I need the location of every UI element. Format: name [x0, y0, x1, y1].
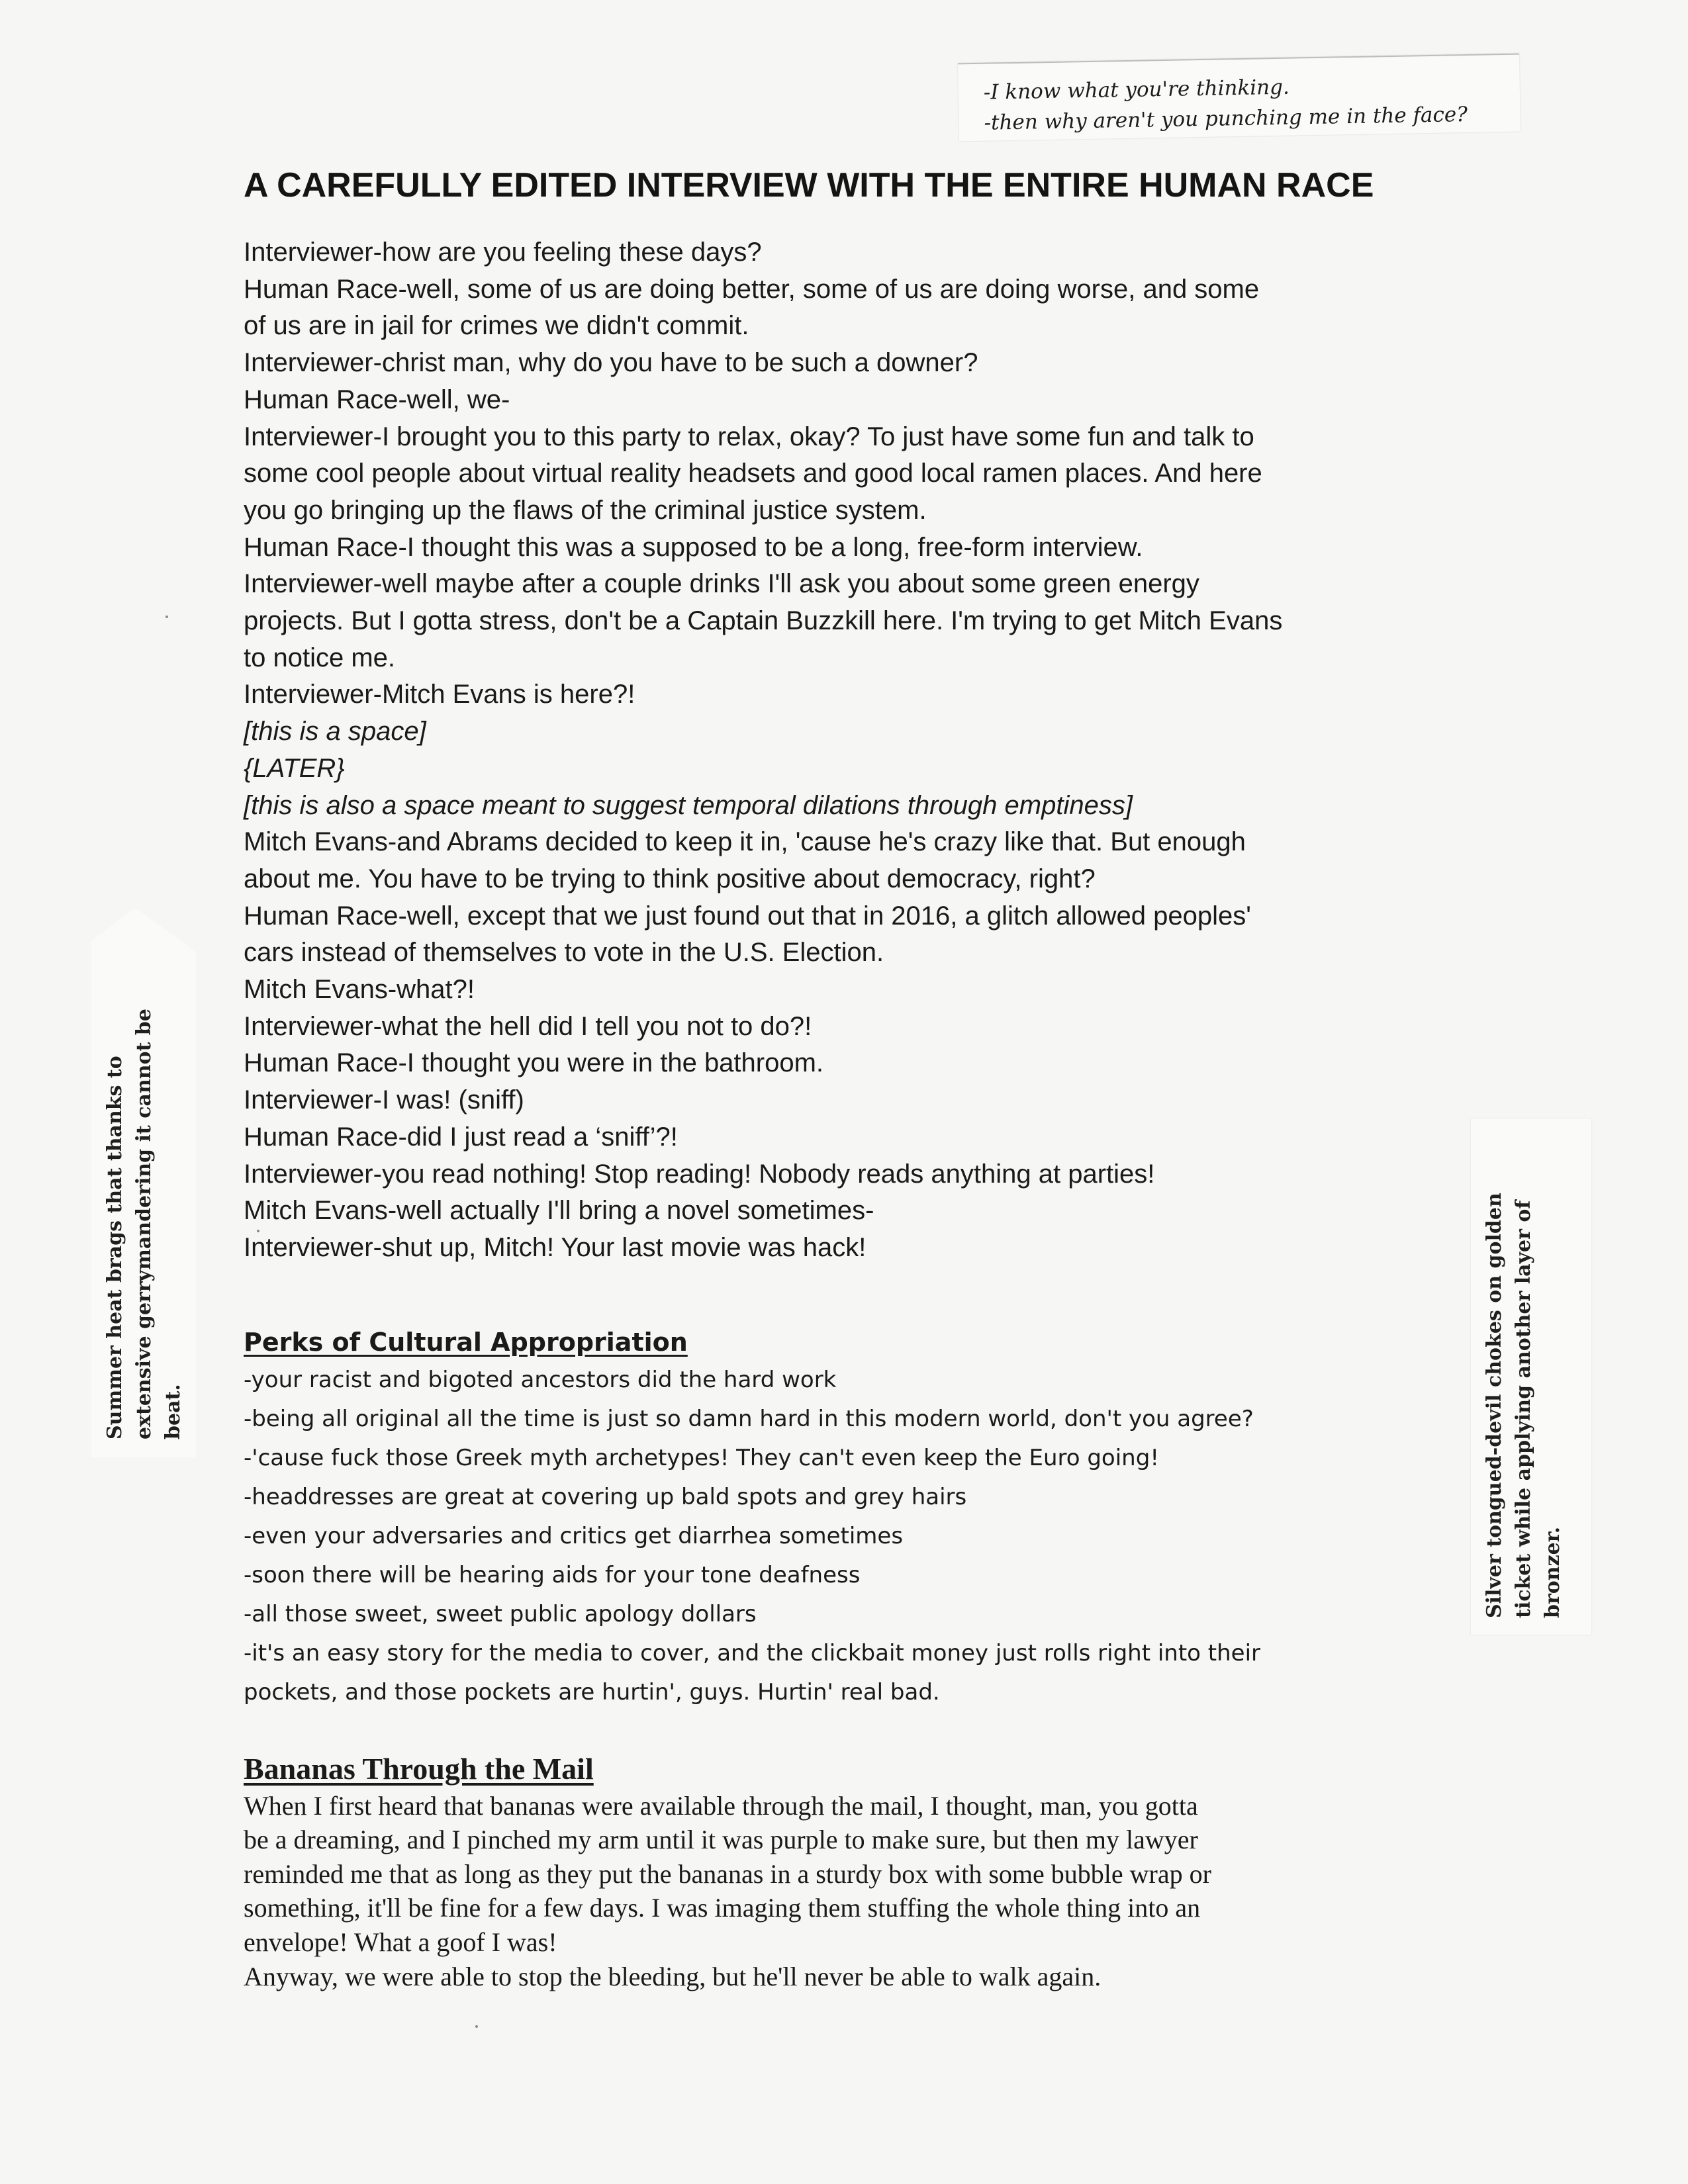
top-pasted-note [958, 54, 1521, 142]
scan-speck [257, 1230, 259, 1232]
interview-line: Mitch Evans-and Abrams decided to keep it in, 'cause he's crazy like that. But enough [244, 827, 1246, 857]
perk-item: -all those sweet, sweet public apology dollars [244, 1600, 757, 1627]
perk-item: pockets, and those pockets are hurtin', guys. Hurtin' real bad. [244, 1678, 940, 1706]
interview-line: {LATER} [244, 753, 345, 783]
interview-line: Human Race-did I just read a ‘sniff’?! [244, 1122, 678, 1152]
interview-line: Interviewer-christ man, why do you have to be such a downer? [244, 348, 978, 378]
interview-line: Interviewer-I brought you to this party to relax, okay? To just have some fun and talk to [244, 422, 1254, 451]
perk-item: -'cause fuck those Greek myth archetypes! They can't even keep the Euro going! [244, 1444, 1159, 1471]
paragraph-line: When I first heard that bananas were available through the mail, I thought, man, you gotta [244, 1790, 1198, 1821]
interview-line: of us are in jail for crimes we didn't commit. [244, 311, 749, 341]
interview-line: Mitch Evans-what?! [244, 975, 475, 1005]
right-note-line: bronzer. [1541, 1526, 1564, 1618]
left-note-line: Summer heat brags that thanks to [103, 1056, 126, 1439]
interview-line: Human Race-well, except that we just found out that in 2016, a glitch allowed peoples' [244, 901, 1251, 931]
page-title: A CAREFULLY EDITED INTERVIEW WITH THE ENTIRE HUMAN RACE [244, 166, 1374, 205]
left-note-line: beat. [162, 1384, 185, 1439]
perks-heading: Perks of Cultural Appropriation [244, 1327, 688, 1357]
left-pasted-note [101, 1009, 188, 1439]
interview-line: Interviewer-what the hell did I tell you not to do?! [244, 1011, 812, 1041]
interview-line: Interviewer-Mitch Evans is here?! [244, 680, 635, 709]
paragraph-line: something, it'll be fine for a few days. I was imaging them stuffing the whole thing into an [244, 1893, 1201, 1923]
perk-item: -it's an easy story for the media to cover, and the clickbait money just rolls right into their [244, 1639, 1261, 1666]
perk-item: -headdresses are great at covering up bald spots and grey hairs [244, 1483, 967, 1510]
interview-line: cars instead of themselves to vote in the U.S. Election. [244, 938, 884, 968]
interview-transcript [244, 234, 1475, 1267]
interview-line: some cool people about virtual reality headsets and good local ramen places. And here [244, 459, 1262, 488]
interview-line: Human Race-well, we- [244, 385, 510, 414]
perk-item: -even your adversaries and critics get diarrhea sometimes [244, 1522, 904, 1549]
paragraph-line: be a dreaming, and I pinched my arm until it was purple to make sure, but then my lawyer [244, 1825, 1198, 1855]
right-note-line: Silver tongued-devil chokes on golden [1483, 1193, 1506, 1618]
bananas-heading: Bananas Through the Mail [244, 1751, 594, 1786]
right-pasted-note [1480, 1193, 1568, 1618]
perks-list [244, 1361, 1475, 1712]
scan-speck [475, 2025, 478, 2028]
scan-speck [165, 615, 168, 618]
top-note-line: -I know what you're thinking. [983, 75, 1290, 105]
paragraph-line: reminded me that as long as they put the bananas in a sturdy box with some bubble wrap or [244, 1858, 1211, 1889]
interview-line: Human Race-I thought this was a supposed to be a long, free-form interview. [244, 532, 1143, 562]
interview-line: Interviewer-well maybe after a couple drinks I'll ask you about some green energy [244, 569, 1199, 599]
top-note-line: -then why aren't you punching me in the face? [984, 102, 1468, 135]
left-note-line: extensive gerrymandering it cannot be [132, 1009, 156, 1439]
perk-item: -soon there will be hearing aids for your tone deafness [244, 1561, 861, 1588]
paragraph-line: envelope! What a goof I was! [244, 1927, 557, 1958]
interview-line: Human Race-well, some of us are doing better, some of us are doing worse, and some [244, 274, 1260, 304]
interview-line: [this is also a space meant to suggest temporal dilations through emptiness] [244, 790, 1133, 820]
perk-item: -being all original all the time is just so damn hard in this modern world, don't you agree? [244, 1405, 1254, 1432]
interview-line: Human Race-I thought you were in the bathroom. [244, 1048, 824, 1078]
interview-line: Interviewer-shut up, Mitch! Your last movie was hack! [244, 1232, 867, 1262]
interview-line: projects. But I gotta stress, don't be a Captain Buzzkill here. I'm trying to get Mitch Evans [244, 606, 1283, 636]
bananas-paragraph [244, 1789, 1475, 1994]
interview-line: Mitch Evans-well actually I'll bring a novel sometimes- [244, 1196, 874, 1226]
document-body [244, 164, 1475, 1993]
right-note-line: ticket while applying another layer of [1512, 1200, 1535, 1618]
interview-line: Interviewer-how are you feeling these days? [244, 238, 762, 267]
interview-line: Interviewer-I was! (sniff) [244, 1085, 524, 1115]
interview-line: about me. You have to be trying to think positive about democracy, right? [244, 864, 1096, 893]
interview-line: to notice me. [244, 643, 396, 672]
interview-line: you go bringing up the flaws of the criminal justice system. [244, 495, 927, 525]
paragraph-line: Anyway, we were able to stop the bleeding, but he'll never be able to walk again. [244, 1961, 1102, 1991]
interview-line: [this is a space] [244, 717, 426, 747]
perk-item: -your racist and bigoted ancestors did the hard work [244, 1366, 837, 1393]
interview-line: Interviewer-you read nothing! Stop reading! Nobody reads anything at parties! [244, 1159, 1155, 1189]
